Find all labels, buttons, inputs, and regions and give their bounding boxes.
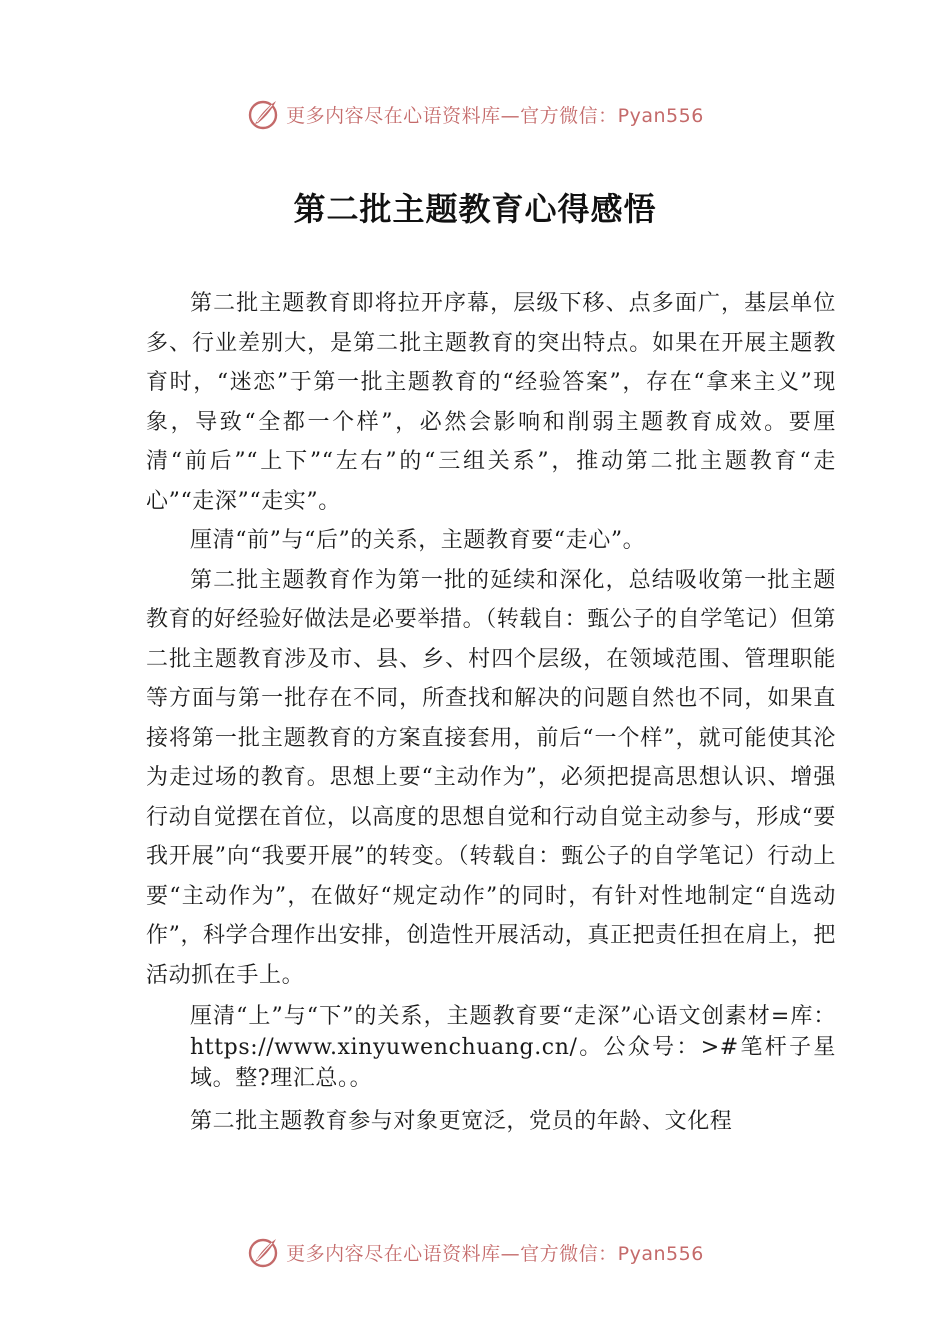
banner-text: 更多内容尽在心语资料库—官方微信：Pyan556 bbox=[286, 104, 704, 127]
header-banner bbox=[0, 94, 950, 134]
paragraph-4: 厘清“上”与“下”的关系，主题教育要“走深”心语文创素材=库：https://www.xinyuwenchuang.cn/。公众号：>#笔杆子星域。整?理汇总。。 bbox=[190, 1004, 836, 1091]
document-title: 第二批主题教育心得感悟 bbox=[293, 190, 657, 228]
quill-logo-icon bbox=[246, 97, 280, 131]
footer-banner bbox=[0, 1232, 950, 1272]
paragraph-1: 第二批主题教育即将拉开序幕，层级下移、点多面广，基层单位多、行业差别大，是第二批主题教育的突出特点。如果在开展主题教育时，“迷恋”于第一批主题教育的“经验答案”，存在“拿来主义”现象，导致“全都一个样”，必然会影响和削弱主题教育成效。要厘清“前后”“上下”“左右”的“三组关系”，推动第二批主题教育“走心”“走深”“走实”。 bbox=[146, 291, 836, 514]
document-body bbox=[146, 284, 836, 1142]
quill-logo-icon bbox=[246, 1235, 280, 1269]
banner-text: 更多内容尽在心语资料库—官方微信：Pyan556 bbox=[286, 1242, 704, 1265]
paragraph-3: 第二批主题教育作为第一批的延续和深化，总结吸收第一批主题教育的好经验好做法是必要举措。（转载自：甄公子的自学笔记）但第二批主题教育涉及市、县、乡、村四个层级，在领域范围、管理职能等方面与第一批存在不同，所查找和解决的问题自然也不同，如果直接将第一批主题教育的方案直接套用，前后“一个样”，就可能使其沦为走过场的教育。思想上要“主动作为”，必须把提高思想认识、增强行动自觉摆在首位，以高度的思想自觉和行动自觉主动参与，形成“要我开展”向“我要开展”的转变。（转载自：甄公子的自学笔记）行动上要“主动作为”，在做好“规定动作”的同时，有针对性地制定“自选动作”，科学合理作出安排，创造性开展活动，真正把责任担在肩上，把活动抓在手上。 bbox=[146, 567, 836, 988]
paragraph-2: 厘清“前”与“后”的关系，主题教育要“走心”。 bbox=[190, 528, 646, 553]
paragraph-5: 第二批主题教育参与对象更宽泛，党员的年龄、文化程 bbox=[190, 1109, 733, 1134]
